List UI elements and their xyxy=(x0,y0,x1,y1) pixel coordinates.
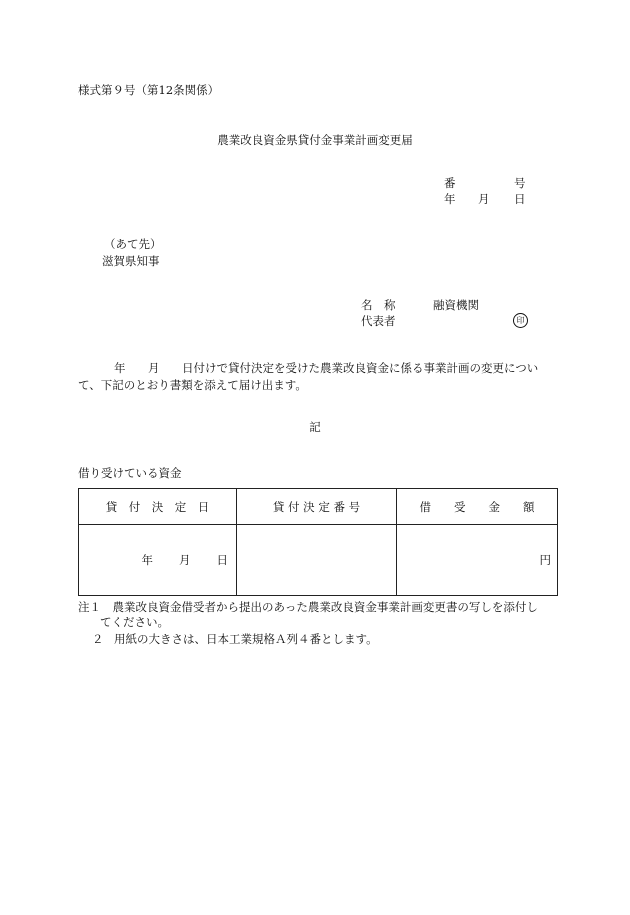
note-2-label: ２ xyxy=(92,632,104,646)
header-year: 年 xyxy=(444,192,456,206)
row-day: 日 xyxy=(216,553,228,567)
sender-name-label: 名 称 xyxy=(361,298,396,312)
note-2 xyxy=(92,632,378,647)
body-text: 日付けで貸付決定を受けた農業改良資金に係る事業計画の変更について、下記のとおり書類を添えて届け出ます。 xyxy=(78,361,539,392)
note-1-line1: 農業改良資金借受者から提出のあった農業改良資金事業計画変更書の写しを添付し xyxy=(112,600,538,614)
note-2-text: 用紙の大きさは、日本工業規格Ａ列４番とします。 xyxy=(114,632,378,646)
loan-amount-cell[interactable] xyxy=(397,525,558,596)
form-number: 様式第９号（第12条関係） xyxy=(78,83,220,97)
loan-table xyxy=(78,488,558,596)
number-label: 番 xyxy=(444,176,456,190)
body-paragraph xyxy=(78,360,552,394)
row-year: 年 xyxy=(141,553,153,567)
header-decision-date: 貸 付 決 定 日 xyxy=(79,489,237,525)
body-month: 月 xyxy=(148,361,160,375)
decision-date-cell[interactable] xyxy=(79,525,237,596)
section-title: 借り受けている資金 xyxy=(78,466,182,480)
body-year: 年 xyxy=(114,361,126,375)
header-month: 月 xyxy=(478,192,490,206)
addressee-name: 滋賀県知事 xyxy=(102,254,160,268)
note-1 xyxy=(78,600,538,615)
representative-label: 代表者 xyxy=(361,314,396,328)
seal-mark: 印 xyxy=(513,313,528,328)
row-month: 月 xyxy=(179,553,191,567)
ki-heading: 記 xyxy=(309,420,321,434)
decision-number-cell[interactable] xyxy=(237,525,397,596)
note-1-line2: てください。 xyxy=(100,615,169,629)
header-loan-amount: 借 受 金 額 xyxy=(397,489,558,525)
table-header-row xyxy=(79,489,558,525)
amount-unit: 円 xyxy=(539,553,551,567)
header-decision-number: 貸 付 決 定 番 号 xyxy=(237,489,397,525)
table-row xyxy=(79,525,558,596)
sender-name-value: 融資機関 xyxy=(433,298,479,312)
document-title: 農業改良資金県貸付金事業計画変更届 xyxy=(217,133,413,147)
header-day: 日 xyxy=(514,192,526,206)
note-1-label: 注１ xyxy=(78,600,101,614)
addressee-label: （あて先） xyxy=(104,237,162,251)
number-suffix: 号 xyxy=(514,176,526,190)
